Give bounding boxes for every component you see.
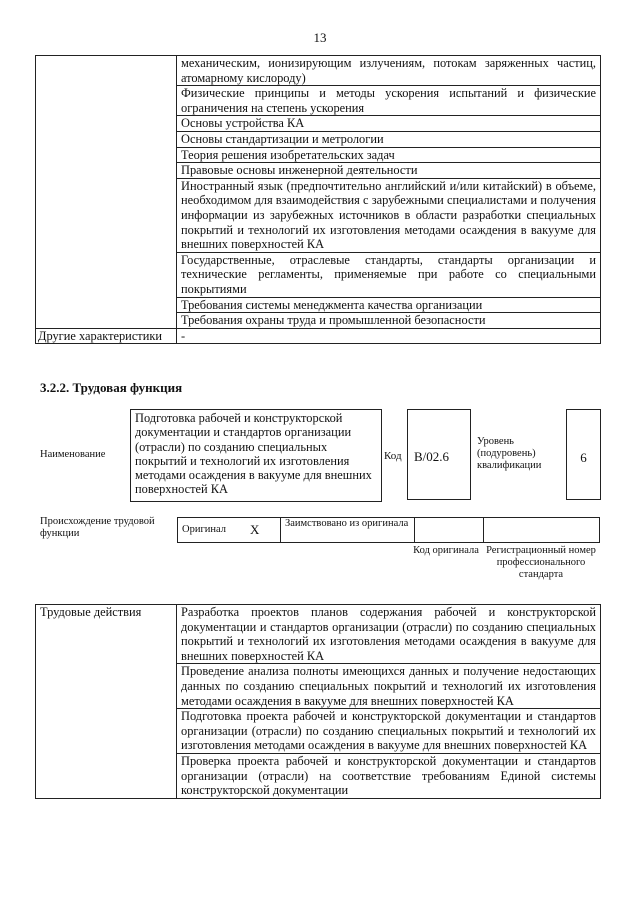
knowledge-table [35,55,601,344]
table-cell: Проверка проекта рабочей и конструкторской документации и стандартов организации (отрасли) на соответствие требованиям Единой системы конструкторской документации [177,753,601,798]
name-label: Наименование [40,449,106,460]
original-label: Оригинал [178,518,247,543]
label-cell-empty [36,56,177,329]
labor-actions-table [35,604,601,799]
table-row [36,328,601,344]
table-cell: механическим, ионизирующим излучениям, потокам заряженных частиц, атомарному кислороду) [177,56,601,86]
code-original-label: Код оригинала [413,545,479,556]
code-box [407,409,471,500]
table-cell: Требования охраны труда и промышленной безопасности [177,313,601,329]
table-cell: Требования системы менеджмента качества организации [177,297,601,313]
original-mark: X [246,518,281,543]
page-number: 13 [313,30,327,45]
table-row [36,605,601,664]
function-name-box: Подготовка рабочей и конструкторской документации и стандартов организации (отрасли) по созданию специальных покрытий и технологий их изготовления методами осаждения в вакууме для внешних поверхностей КА [130,409,382,502]
code-label: Код [384,450,402,462]
origin-label: Происхождение трудовой функции [40,516,155,539]
table-cell: Государственные, отраслевые стандарты, стандарты организации и технические регламенты, применяемые при работе со специальными покрытиями [177,252,601,297]
table-cell: Проведение анализа полноты имеющихся данных и получение недостающих данных по созданию специальных покрытий и технологий их изготовления методами осаждения в вакууме для внешних поверхностей КА [177,664,601,709]
table-row [36,56,601,86]
table-cell: Иностранный язык (предпочтительно английский и/или китайский) в объеме, необходимом для взаимодействия с зарубежными специалистами и получения информации из зарубежных источников в области разработки специальных покрытий и технологий их изготовления методами осаждения в вакууме для внешних поверхностей КА [177,178,601,252]
origin-table [177,517,600,543]
code-original-cell [415,518,484,543]
table-cell: Теория решения изобретательских задач [177,147,601,163]
table-cell: Разработка проектов планов содержания рабочей и конструкторской документации и стандартов организации (отрасли) по созданию специальных покрытий и технологий их изготовления методами осаждения в вакууме для внешних поверхностей КА [177,605,601,664]
table-cell: Основы стандартизации и метрологии [177,131,601,147]
level-box [566,409,601,500]
reg-number-label: Регистрационный номер профессионального стандарта [486,545,596,580]
level-label: Уровень (подуровень) квалификации [477,436,542,471]
code-value: B/02.6 [414,449,450,464]
table-cell: Правовые основы инженерной деятельности [177,163,601,179]
reg-number-cell [484,518,600,543]
borrowed-label: Заимствовано из оригинала [281,518,415,543]
other-characteristics-value: - [177,328,601,344]
table-cell: Подготовка проекта рабочей и конструкторской документации и стандартов организации (отрасли) по созданию специальных покрытий и технологий их изготовления методами осаждения в вакууме для внешних поверхностей КА [177,709,601,754]
labor-actions-label: Трудовые действия [36,605,177,799]
table-cell: Основы устройства КА [177,116,601,132]
other-characteristics-label: Другие характеристики [36,328,177,344]
level-value: 6 [580,450,587,465]
section-heading: 3.2.2. Трудовая функция [40,380,183,395]
table-cell: Физические принципы и методы ускорения испытаний и физические ограничения на степень ускорения [177,86,601,116]
